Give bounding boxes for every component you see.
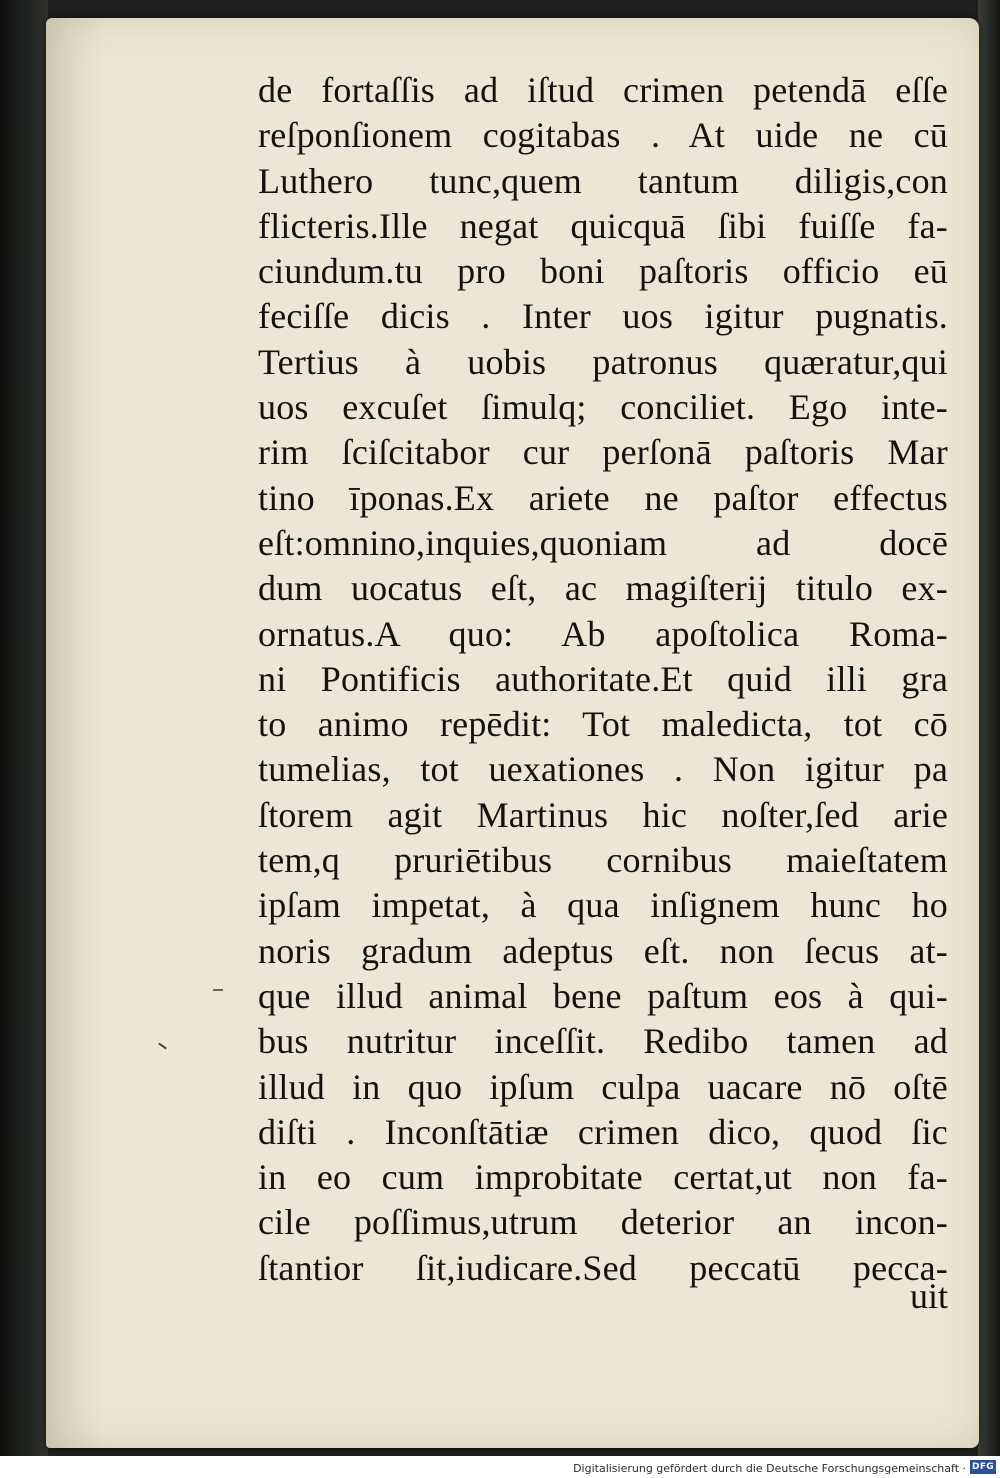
text-line: in eo cum improbitate certat,ut non fa-	[258, 1157, 948, 1198]
funding-credit: Digitalisierung gefördert durch die Deutsche Forschungsgemeinschaft ·	[573, 1462, 966, 1475]
page-text	[258, 68, 948, 1291]
text-line: tino īponas.Ex ariete ne paſtor effectus	[258, 477, 948, 518]
text-line: ſtorem agit Martinus hic noſter,ſed arie	[258, 794, 948, 835]
text-line: eſt:omnino,inquies,quoniam ad docē	[258, 522, 948, 563]
text-line: flicteris.Ille negat quicquā ſibi fuiſſe fa-	[258, 205, 948, 246]
book-edge-right	[978, 0, 1000, 1460]
text-line: feciſſe dicis . Inter uos igitur pugnatis.	[258, 296, 948, 337]
text-line: dum uocatus eſt, ac magiſterij titulo ex-	[258, 568, 948, 609]
text-line: rim ſciſcitabor cur perſonā paſtoris Mar	[258, 432, 948, 473]
margin-mark	[158, 1043, 167, 1050]
text-line: ipſam impetat, à qua inſignem hunc ho	[258, 885, 948, 926]
text-line: ornatus.A quo: Ab apoſtolica Roma-	[258, 613, 948, 654]
text-line: de fortaſſis ad iſtud crimen petendā eſſe	[258, 70, 948, 110]
text-line: ciundum.tu pro boni paſtoris officio eū	[258, 251, 948, 292]
margin-mark	[213, 989, 223, 991]
text-line: tumelias, tot uexationes . Non igitur pa	[258, 749, 948, 790]
text-line: reſponſionem cogitabas . At uide ne cū	[258, 115, 948, 156]
text-line: ſtantior ſit,iudicare.Sed peccatū pecca-	[258, 1247, 948, 1288]
text-line: to animo repēdit: Tot maledicta, tot cō	[258, 704, 948, 745]
text-line: ni Pontificis authoritate.Et quid illi gra	[258, 658, 948, 699]
text-line: Tertius à uobis patronus quæratur,qui	[258, 341, 948, 382]
footer-bar	[0, 1456, 1000, 1478]
text-line: Luthero tunc,quem tantum diligis,con	[258, 160, 948, 201]
text-line: que illud animal bene paſtum eos à qui-	[258, 975, 948, 1016]
book-page	[46, 18, 979, 1448]
text-line: illud in quo ipſum culpa uacare nō oſtē	[258, 1066, 948, 1107]
text-line: cile poſſimus,utrum deterior an incon-	[258, 1202, 948, 1243]
text-line: uos excuſet ſimulq; conciliet. Ego inte-	[258, 387, 948, 428]
dfg-logo: DFG	[970, 1460, 996, 1474]
text-line: tem,q pruriētibus cornibus maieſtatem	[258, 840, 948, 881]
book-spine-left	[0, 0, 48, 1460]
text-line: noris gradum adeptus eſt. non ſecus at-	[258, 930, 948, 971]
catchword: uit	[909, 1276, 948, 1316]
text-line: bus nutritur inceſſit. Redibo tamen ad	[258, 1021, 948, 1062]
text-line: diſti . Inconſtātiæ crimen dico, quod ſic	[258, 1111, 948, 1152]
